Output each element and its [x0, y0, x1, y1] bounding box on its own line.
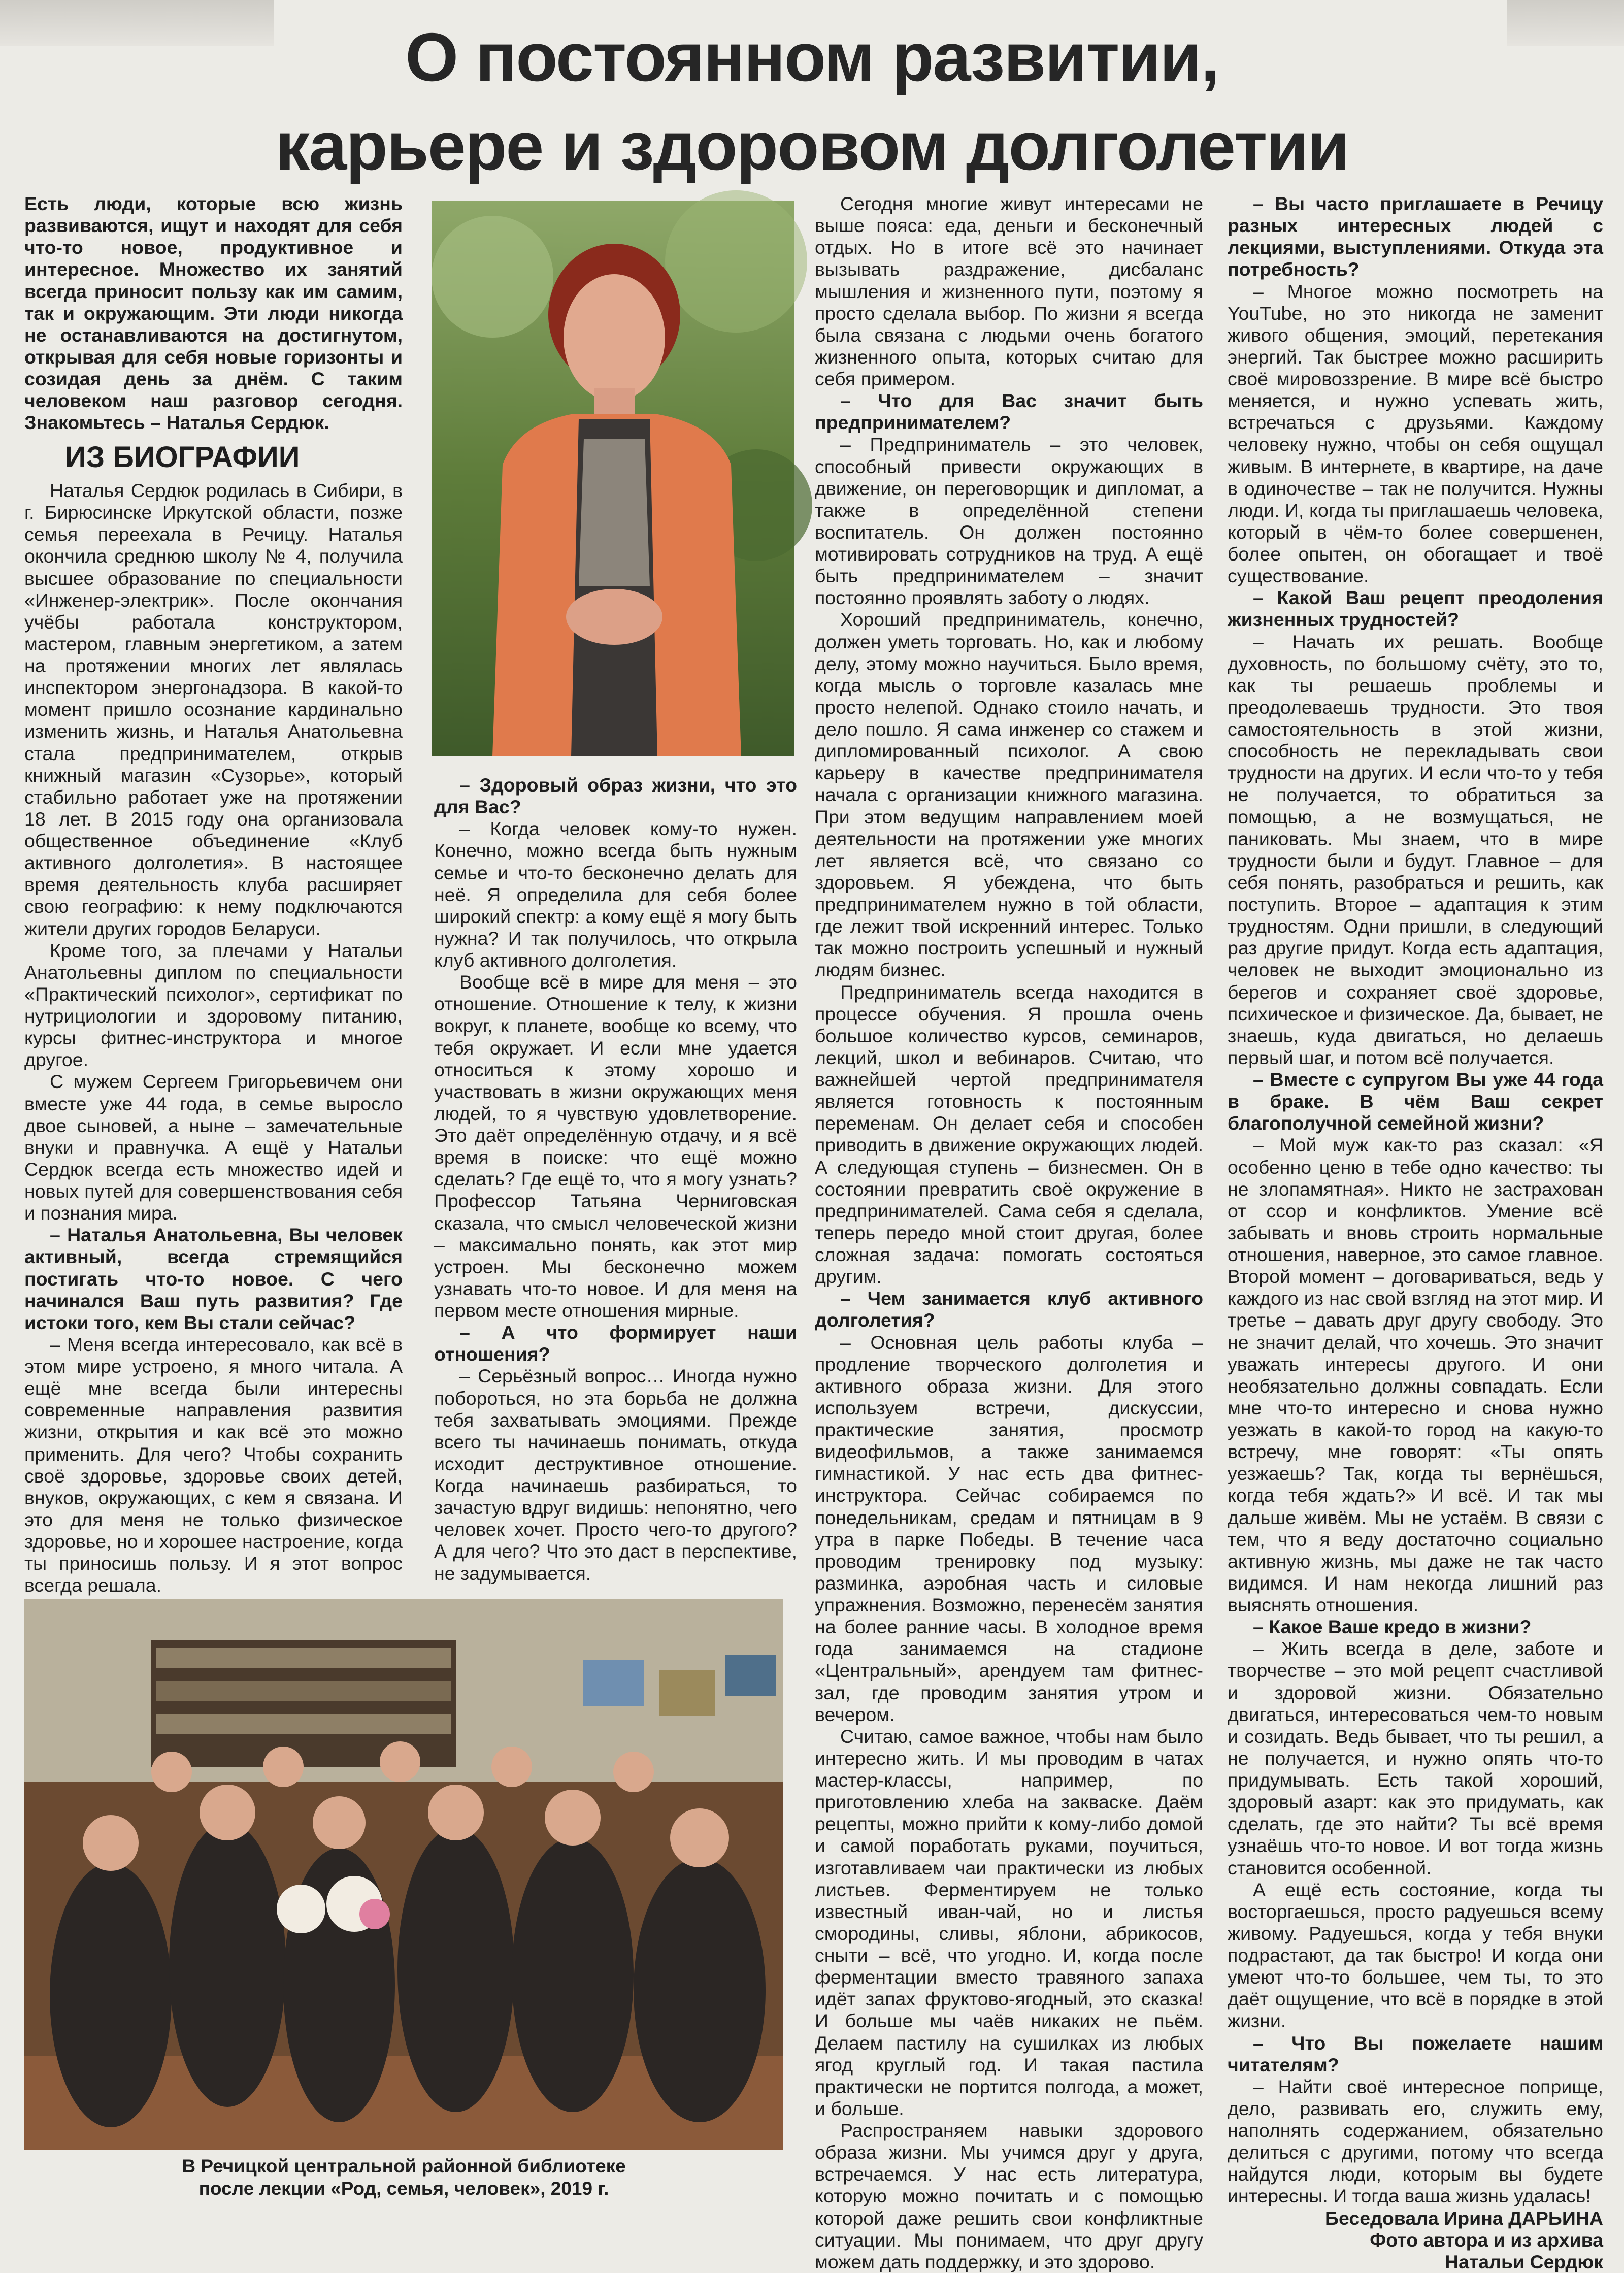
lead-paragraph: Есть люди, которые всю жизнь развиваются, ищут и находят для себя что-то новое, продуктивное и интересное. Множество их занятий всегда приносит пользу как им самим, так и окружающим. Эти люди никогда не останавливаются на достигнутом, открывая для себя новые горизонты и созидая день за днём. С таким человеком наш разговор сегодня. Знакомьтесь – Наталья Сердюк.	[24, 193, 403, 434]
interview-answer: Считаю, самое важное, чтобы нам было интересно жить. И мы проводим в чатах мастер-классы, например, по приготовлению хлеба на закваске. Даём рецепты, можно прийти к кому-либо домой и самой поработать руками, поучиться, изготавливаем чаи практически из любых листьев. Ферментируем не только известный иван-чай, но и листья смородины, сливы, яблони, абрикосов, сныти – всё, что угодно. И, когда после ферментации вместо травяного запаха идёт запах фруктово-ягодный, это сказка! И больше мы чаёв никаких не пьём. Делаем пастилу на сушилках из любых ягод круглый год. И такая пастила практически не портится полгода, а может, и больше.	[815, 1725, 1203, 2119]
interview-answer: Распространяем навыки здорового образа жизни. Мы учимся друг у друга, встречаемся. У нас есть литература, которую можно почитать и с помощью которой даже решить свои конфликтные ситуации. Мы понимаем, что друг другу можем дать поддержку, и это здорово.	[815, 2120, 1203, 2272]
caption-line: В Речицкой центральной районной библиотеке	[182, 2156, 626, 2177]
interview-answer: Хороший предприниматель, конечно, должен уметь торговать. Но, как и любому делу, этому можно научиться. Было время, когда мысль о торговле казалась мне просто нелепой. Однако стоило начать, и дело пошло. Я сама инженер со стажем и дипломированный психолог. А свою карьеру в качестве предпринимателя начала с организации книжного магазина. При этом ведущим направлением моей деятельности на протяжении уже многих лет является всё, что связано со здоровьем. Я убеждена, что быть предпринимателем нужно в той области, где лежит твой искренний интерес. Только так можно построить успешный и нужный людям бизнес.	[815, 609, 1203, 981]
byline: Беседовала Ирина ДАРЬИНА	[1325, 2207, 1603, 2229]
interview-answer: – Серьёзный вопрос… Иногда нужно побороться, но эта борьба не должна тебя захватывать эмоциями. Прежде всего ты начинаешь понимать, откуда исходит деструктивное отношение. Когда начинаешь разбираться, то зачастую вдруг видишь: непонятно, чего человек хочет. Просто чего-то другого? А для чего? Что это даст в перспективе, не задумывается.	[434, 1365, 797, 1584]
headline-line-1: О постоянном развитии,	[405, 19, 1219, 95]
column-4	[1228, 193, 1603, 2272]
interview-question: – Какое Ваше кредо в жизни?	[1253, 1616, 1532, 1638]
interview-question: – Что Вы пожелаете нашим читателям?	[1228, 2032, 1603, 2076]
interview-answer: – Многое можно посмотреть на YouTube, но это никогда не заменит живого общения, эмоций, перетекания энергий. Так быстрее можно расширить своё мировоззрение. В мире всё быстро меняется, и нужно успевать жить, встречаться с друзьями. Каждому человеку нужно, чтобы он себя ощущал живым. В интернете, в квартире, на даче в одиночестве – так не получится. Нужны люди. И, когда ты приглашаешь человека, который в чём-то более совершенен, более опытен, он обогащает и твоё существование.	[1228, 280, 1603, 587]
interview-answer: – Когда человек кому-то нужен. Конечно, можно всегда быть нужным семье и что-то бесконечно делать для неё. Я определила для себя более широкий спектр: а кому ещё я могу быть нужна? И так получилось, что открыла клуб активного долголетия.	[434, 818, 797, 971]
photo-credit: Фото автора и из архива	[1370, 2229, 1603, 2251]
caption-line: после лекции «Род, семья, человек», 2019 г.	[198, 2178, 609, 2199]
portrait-photo	[432, 201, 794, 756]
interview-answer: Вообще всё в мире для меня – это отношение. Отношение к телу, к жизни вокруг, к планете, вообще ко всему, что тебя окружает. И если мне удается относиться к этому хорошо и участвовать в жизни окружающих меня людей, то я чувствую удовлетворение. Это даёт определённую отдачу, и я всё время в поиске: что ещё можно сделать? Где ещё то, что я могу узнать? Профессор Татьяна Черниговская сказала, что смысл человеческой жизни – максимально понять, как этот мир устроен. Мы бесконечно можем узнавать что-то новое. И для меня на первом месте отношения мирные.	[434, 971, 797, 1321]
bio-paragraph: Кроме того, за плечами у Натальи Анатольевны диплом по специальности «Практический психолог», сертификат по нутрициологии и здоровому питанию, курсы фитнес-инструктора и многое другое.	[24, 939, 403, 1071]
bio-heading: ИЗ БИОГРАФИИ	[65, 441, 300, 474]
interview-question: – Наталья Анатольевна, Вы человек активный, всегда стремящийся постигать что-то новое. С чего начинался Ваш путь развития? Где истоки того, кем Вы стали сейчас?	[24, 1224, 403, 1333]
interview-question: – Вы часто приглашаете в Речицу разных интересных людей с лекциями, выступлениями. Откуда эта потребность?	[1228, 193, 1603, 280]
interview-answer: – Меня всегда интересовало, как всё в этом мире устроено, я много читала. А ещё мне всегда были интересны современные направления развития жизни, открытия и как всё это можно применить. Для чего? Чтобы сохранить своё здоровье, здоровье своих детей, внуков, окружающих, с кем я связана. И это для меня не только физическое здоровье, но и хорошее настроение, когда ты приносишь пользу. И я этот вопрос всегда решала.	[24, 1333, 403, 1596]
bio-paragraph: С мужем Сергеем Григорьевичем они вместе уже 44 года, в семье выросло двое сыновей, а ныне – замечательные внуки и правнучка. А ещё у Натальи Сердюк всегда есть множество идей и новых путей для совершенствования себя и познания мира.	[24, 1071, 403, 1224]
interview-answer: – Основная цель работы клуба – продление творческого долголетия и активного образа жизни. Для этого используем встречи, дискуссии, практические занятия, просмотр видеофильмов, а также занимаемся гимнастикой. У нас есть два фитнес-инструктора. Сейчас собираемся по понедельникам, средам и пятницам в 9 утра в парке Победы. В течение часа проводим тренировку под музыку: разминка, аэробная часть и силовые упражнения. Возможно, перенесём занятия на более ранние часы. В холодное время года занимаемся на стадионе «Центральный», арендуем там фитнес-зал, где проводим занятия утром и вечером.	[815, 1331, 1203, 1725]
interview-question: – Какой Ваш рецепт преодоления жизненных трудностей?	[1228, 587, 1603, 631]
interview-answer: – Найти своё интересное поприще, дело, развивать его, служить ему, наполнять содержанием, обязательно делиться с другими, потому что всегда найдутся люди, которым вы будете интересны. И тогда ваша жизнь удалась!	[1228, 2076, 1603, 2207]
column-3	[815, 193, 1203, 2272]
interview-answer: – Мой муж как-то раз сказал: «Я особенно ценю в тебе одно качество: ты не злопамятная». Никто не застрахован от ссор и конфликтов. Умение всё забывать и вновь строить нормальные отношения, наверное, это самое главное. Второй момент – договариваться, ведь у каждого из нас свой взгляд на этот мир. И третье – давать друг другу свободу. Это не значит делай, что хочешь. Это значит уважать интересы другого. И они необязательно должны совпадать. Если мне что-то интересно и снова нужно уезжать в какой-то город на какую-то встречу, мне говорят: «Ты опять уезжаешь? Так, когда ты вернёшься, когда тебя ждать?» И всё. И так мы дальше живём. Мы не устаём. В связи с тем, что я веду достаточно социально активную жизнь, мы даже не так часто видимся. И нам некогда лишний раз выяснять отношения.	[1228, 1134, 1603, 1616]
interview-question: – А что формирует наши отношения?	[434, 1322, 797, 1365]
interview-answer: Предприниматель всегда находится в процессе обучения. Я прошла очень большое количество курсов, семинаров, лекций, школ и вебинаров. Считаю, что важнейшей чертой предпринимателя является готовность к постоянным переменам. Он делает себя и способен приводить в движение окружающих людей. А следующая ступень – бизнесмен. Он в состоянии превратить своё окружение в предпринимателей. Сама себя я сделала, теперь передо мной стоит другая, более сложная задача: помогать состояться другим.	[815, 981, 1203, 1288]
interview-answer: – Начать их решать. Вообще духовность, по большому счёту, это то, как ты решаешь проблемы и преодолеваешь трудности. Это твоя самостоятельность в этой жизни, способность не перекладывать свои трудности на других. И если что-то у тебя не получается, то обратиться за помощью, а не возмущаться, не паниковать. Мы знаем, что в мире трудности были и будут. Главное – для себя понять, разобраться и решить, как поступить. Второе – адаптация к этим трудностям. Одни пришли, в следующий раз другие придут. Когда есть адаптация, человек не выходит эмоционально из берегов и сохраняет своё здоровье, психическое и физическое. Да, бывает, не знаешь, куда двигаться, но делаешь первый шаг, и потом всё получается.	[1228, 631, 1603, 1068]
interview-answer: Сегодня многие живут интересами не выше пояса: еда, деньги и бесконечный отдых. Но в итоге всё это начинает вызывать раздражение, дисбаланс мышления и жизненного пути, поэтому я просто сделала выбор. По жизни я всегда была связана с людьми очень богатого жизненного опыта, которых считаю для себя примером.	[815, 193, 1203, 389]
interview-answer: А ещё есть состояние, когда ты восторгаешься, просто радуешься всему живому. Радуешься, когда у тебя внуки подрастают, да так быстро! И когда они умеют что-то большее, чем ты, то это даёт ощущение, что всё в порядке в этой жизни.	[1228, 1879, 1603, 2032]
headline-line-2: карьере и здоровом долголетии	[275, 108, 1349, 184]
interview-question: – Здоровый образ жизни, что это для Вас?	[434, 774, 797, 818]
interview-question: – Вместе с супругом Вы уже 44 года в браке. В чём Ваш секрет благополучной семейной жизни?	[1228, 1069, 1603, 1134]
bio-paragraph: Наталья Сердюк родилась в Сибири, в г. Бирюсинске Иркутской области, позже семья переехала в Речицу. Наталья окончила среднюю школу № 4, получила высшее образование по специальности «Инженер-электрик». После окончания учёбы работала конструктором, мастером, главным энергетиком, а затем на протяжении многих лет являлась инспектором энергонадзора. В какой-то момент пришло осознание кардинально изменить жизнь, и Наталья Анатольевна стала предпринимателем, открыв книжный магазин «Сузорье», который стабильно работает уже на протяжении 18 лет. В 2015 году она организовала общественное объединение «Клуб активного долголетия». В настоящее время деятельность клуба расширяет свою географию: к нему подключаются жители других городов Беларуси.	[24, 480, 403, 939]
interview-question: – Что для Вас значит быть предпринимателем?	[815, 390, 1203, 434]
interview-answer: – Жить всегда в деле, заботе и творчестве – это мой рецепт счастливой и здоровой жизни. Обязательно двигаться, интересоваться чем-то новым и созидать. Ведь бывает, что ты решил, а не получается, и нужно опять что-то придумывать. Есть такой хороший, здоровый азарт: как это придумать, как сделать, где это найти? Ты всё время узнаёшь что-то новое. И вот тогда жизнь становится особенной.	[1228, 1638, 1603, 1879]
group-photo	[24, 1599, 783, 2150]
interview-answer: – Предприниматель – это человек, способный привести окружающих в движение, он переговорщик и дипломат, а также в определённой степени воспитатель. Он должен постоянно мотивировать сотрудников на труд. А ещё быть предпринимателем – значит постоянно проявлять заботу о людях.	[815, 434, 1203, 609]
photo-credit: Натальи Сердюк	[1444, 2251, 1603, 2272]
photo-caption	[24, 2155, 783, 2200]
interview-question: – Чем занимается клуб активного долголетия?	[815, 1288, 1203, 1331]
